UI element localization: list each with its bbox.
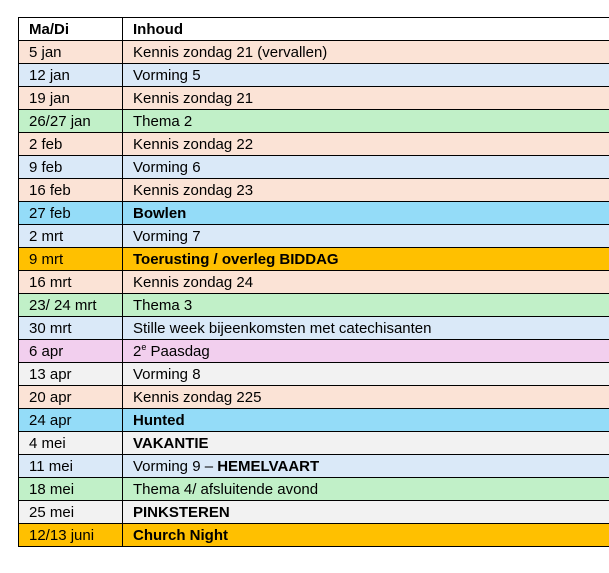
row-date: 2 mrt bbox=[19, 225, 123, 248]
row-date: 23/ 24 mrt bbox=[19, 294, 123, 317]
row-content: Kennis zondag 21 (vervallen) bbox=[123, 41, 609, 64]
row-content: Thema 3 bbox=[123, 294, 609, 317]
row-content: Hunted bbox=[123, 409, 609, 432]
content-bold: HEMELVAART bbox=[217, 457, 320, 475]
row-content: Thema 2 bbox=[123, 110, 609, 133]
row-date: 9 feb bbox=[19, 156, 123, 179]
row-date: 26/27 jan bbox=[19, 110, 123, 133]
table-row bbox=[19, 133, 609, 156]
table-row bbox=[19, 409, 609, 432]
table-row bbox=[19, 41, 609, 64]
table-row bbox=[19, 202, 609, 225]
table-row bbox=[19, 363, 609, 386]
content-prefix: 2 bbox=[133, 342, 142, 360]
row-date: 30 mrt bbox=[19, 317, 123, 340]
table-row bbox=[19, 524, 609, 547]
table-row bbox=[19, 501, 609, 524]
row-content: Vorming 7 bbox=[123, 225, 609, 248]
row-content: VAKANTIE bbox=[123, 432, 609, 455]
table-row bbox=[19, 340, 609, 363]
table-row bbox=[19, 386, 609, 409]
table-row bbox=[19, 179, 609, 202]
row-date: 6 apr bbox=[19, 340, 123, 363]
row-content: Thema 4/ afsluitende avond bbox=[123, 478, 609, 501]
row-content: Kennis zondag 23 bbox=[123, 179, 609, 202]
row-content: Kennis zondag 24 bbox=[123, 271, 609, 294]
row-content: Kennis zondag 22 bbox=[123, 133, 609, 156]
row-date: 2 feb bbox=[19, 133, 123, 156]
row-date: 12 jan bbox=[19, 64, 123, 87]
table-row bbox=[19, 248, 609, 271]
table-row bbox=[19, 478, 609, 501]
table-row bbox=[19, 294, 609, 317]
row-content: Toerusting / overleg BIDDAG bbox=[123, 248, 609, 271]
row-content: Kennis zondag 21 bbox=[123, 87, 609, 110]
header-content: Inhoud bbox=[123, 18, 609, 41]
row-content: Vorming 6 bbox=[123, 156, 609, 179]
row-date: 4 mei bbox=[19, 432, 123, 455]
row-content: Kennis zondag 225 bbox=[123, 386, 609, 409]
row-date: 13 apr bbox=[19, 363, 123, 386]
row-date: 18 mei bbox=[19, 478, 123, 501]
table-row bbox=[19, 317, 609, 340]
table-row bbox=[19, 64, 609, 87]
header-date: Ma/Di bbox=[19, 18, 123, 41]
table-header-row bbox=[19, 18, 609, 41]
row-date: 12/13 juni bbox=[19, 524, 123, 547]
row-date: 27 feb bbox=[19, 202, 123, 225]
row-date: 9 mrt bbox=[19, 248, 123, 271]
row-content bbox=[123, 455, 609, 478]
row-content: Stille week bijeenkomsten met catechisanten bbox=[123, 317, 609, 340]
row-date: 24 apr bbox=[19, 409, 123, 432]
schedule-table bbox=[18, 17, 609, 547]
row-date: 11 mei bbox=[19, 455, 123, 478]
row-content: Vorming 8 bbox=[123, 363, 609, 386]
row-date: 5 jan bbox=[19, 41, 123, 64]
row-date: 16 feb bbox=[19, 179, 123, 202]
table-row bbox=[19, 87, 609, 110]
table-row bbox=[19, 225, 609, 248]
table-row bbox=[19, 156, 609, 179]
table-row bbox=[19, 271, 609, 294]
table-row bbox=[19, 432, 609, 455]
table-row bbox=[19, 110, 609, 133]
row-content: Church Night bbox=[123, 524, 609, 547]
row-content: PINKSTEREN bbox=[123, 501, 609, 524]
row-content: Bowlen bbox=[123, 202, 609, 225]
row-date: 20 apr bbox=[19, 386, 123, 409]
content-prefix: Vorming 9 – bbox=[133, 457, 218, 475]
ordinal-suffix: e bbox=[141, 341, 147, 352]
row-date: 19 jan bbox=[19, 87, 123, 110]
content-suffix: Paasdag bbox=[146, 342, 210, 360]
table-row bbox=[19, 455, 609, 478]
row-content: Vorming 5 bbox=[123, 64, 609, 87]
row-date: 25 mei bbox=[19, 501, 123, 524]
row-content bbox=[123, 340, 609, 363]
row-date: 16 mrt bbox=[19, 271, 123, 294]
